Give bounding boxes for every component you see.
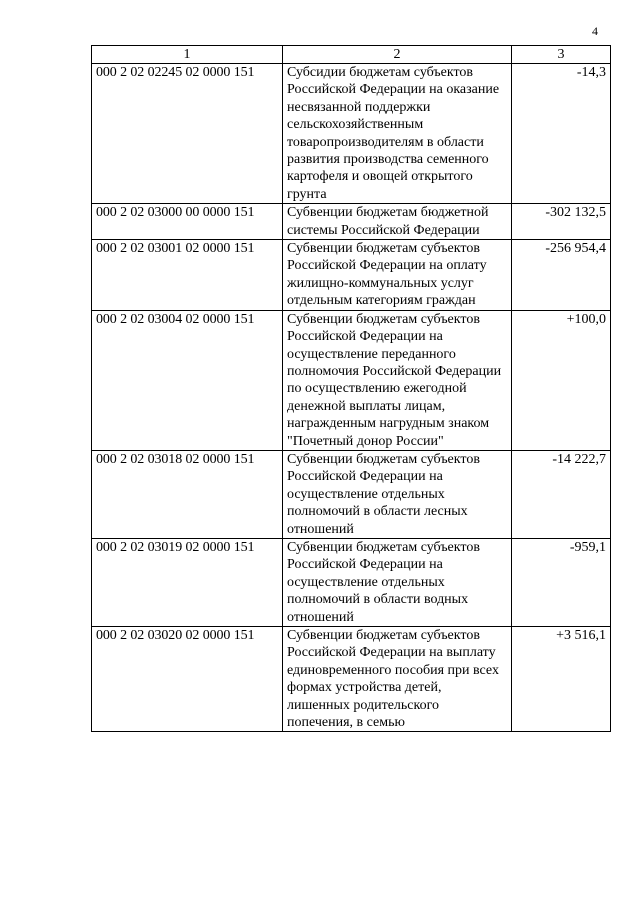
row-code: 000 2 02 02245 02 0000 151 bbox=[92, 64, 283, 204]
column-header-description: 2 bbox=[283, 46, 512, 64]
row-amount: -256 954,4 bbox=[512, 240, 611, 311]
row-amount: -959,1 bbox=[512, 538, 611, 626]
table-row bbox=[92, 240, 611, 311]
table-row bbox=[92, 450, 611, 538]
row-description: Субвенции бюджетам бюджетной системы Российской Федерации bbox=[283, 204, 512, 240]
row-amount: +100,0 bbox=[512, 310, 611, 450]
row-code: 000 2 02 03020 02 0000 151 bbox=[92, 627, 283, 732]
table-header-row bbox=[92, 46, 611, 64]
row-code: 000 2 02 03018 02 0000 151 bbox=[92, 450, 283, 538]
row-description: Субвенции бюджетам субъектов Российской Федерации на осуществление переданного полномочия Российской Федерации по осуществлению ежегодной денежной выплаты лицам, награжденным нагрудным знаком "Почетный донор России" bbox=[283, 310, 512, 450]
column-header-code: 1 bbox=[92, 46, 283, 64]
row-description: Субвенции бюджетам субъектов Российской Федерации на выплату единовременного пособия при всех формах устройства детей, лишенных родительского попечения, в семью bbox=[283, 627, 512, 732]
row-amount: -302 132,5 bbox=[512, 204, 611, 240]
row-amount: -14,3 bbox=[512, 64, 611, 204]
row-code: 000 2 02 03001 02 0000 151 bbox=[92, 240, 283, 311]
row-code: 000 2 02 03004 02 0000 151 bbox=[92, 310, 283, 450]
row-amount: +3 516,1 bbox=[512, 627, 611, 732]
row-description: Субвенции бюджетам субъектов Российской Федерации на оплату жилищно-коммунальных услуг отдельным категориям граждан bbox=[283, 240, 512, 311]
row-description: Субсидии бюджетам субъектов Российской Федерации на оказание несвязанной поддержки сельскохозяйственным товаропроизводителям в области развития производства семенного картофеля и овощей открытого грунта bbox=[283, 64, 512, 204]
row-description: Субвенции бюджетам субъектов Российской Федерации на осуществление отдельных полномочий в области лесных отношений bbox=[283, 450, 512, 538]
row-amount: -14 222,7 bbox=[512, 450, 611, 538]
row-code: 000 2 02 03019 02 0000 151 bbox=[92, 538, 283, 626]
page-number: 4 bbox=[592, 24, 598, 38]
table-row bbox=[92, 627, 611, 732]
table-row bbox=[92, 538, 611, 626]
table-row bbox=[92, 64, 611, 204]
budget-table bbox=[91, 45, 611, 732]
table-row bbox=[92, 310, 611, 450]
row-description: Субвенции бюджетам субъектов Российской Федерации на осуществление отдельных полномочий в области водных отношений bbox=[283, 538, 512, 626]
row-code: 000 2 02 03000 00 0000 151 bbox=[92, 204, 283, 240]
table-row bbox=[92, 204, 611, 240]
column-header-amount: 3 bbox=[512, 46, 611, 64]
